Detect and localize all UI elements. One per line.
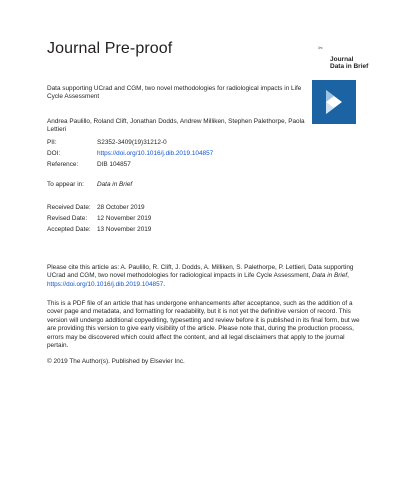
reference-value: DIB 104857 [97,161,131,168]
accepted-row [0,226,414,236]
journal-title: Journal Pre-proof [47,40,173,57]
revised-value: 12 November 2019 [97,215,152,222]
citation-prefix: Please cite this article as: A. Paulillo, R. Clift, J. Dodds, A. Milliken, S. Palethorpe, P. Lettieri, Data supporting UCrad and CGM, two novel methodologies for radiological impacts in Life Cycle Assessment, [47,264,354,280]
citation-paragraph: Please cite this article as: A. Paulillo, R. Clift, J. Dodds, A. Milliken, S. Palethorpe, P. Lettieri, Data supporting UCrad and CGM, two novel methodologies for radiological impacts in Life Cycle Assessment, Data in Brief, https://doi.org/10.1016/j.dib.2019.104857. [47,264,354,288]
pii-value: S2352-3409(19)31212-0 [97,139,167,146]
pii-row [0,139,414,149]
received-row [0,204,414,214]
journal-logo-text [330,56,368,70]
elsevier-mark-icon: ✂ [318,46,324,52]
citation-suffix: . [163,280,165,288]
doi-label: DOI: [47,150,61,157]
revised-row [0,215,414,225]
revised-label: Revised Date: [47,215,88,222]
journal-logo-line1: Journal [330,56,354,63]
accepted-value: 13 November 2019 [97,226,152,233]
pii-label: PII: [47,139,57,146]
received-label: Received Date: [47,204,91,211]
doi-link[interactable]: https://doi.org/10.1016/j.dib.2019.104857 [97,150,214,157]
article-title: Data supporting UCrad and CGM, two novel methodologies for radiological impacts in Life Cycle Assessment [47,85,302,101]
journal-logo-line2: Data in Brief [330,63,369,70]
disclaimer-paragraph: This is a PDF file of an article that has undergone enhancements after acceptance, such as the addition of a cover page and metadata, and formatting for readability, but it is not yet the definitive version of record. This version will undergo additional copyediting, typesetting and review before it is published in its final form, but we are providing this version to give early visibility of the article. Please note that, during the production process, errors may be discovered which could affect the content, and all legal disclaimers that apply to the journal pertain. [47,300,360,350]
received-value: 28 October 2019 [97,204,145,211]
reference-label: Reference: [47,161,79,168]
citation-journal: Data in Brief [311,272,348,280]
citation-doi-link[interactable]: https://doi.org/10.1016/j.dib.2019.104857 [47,280,164,288]
journal-cover-graphic [312,80,356,124]
doi-row [0,150,414,160]
appear-row [0,181,414,191]
article-authors: Andrea Paulillo, Roland Clift, Jonathan Dodds, Andrew Milliken, Stephen Palethorpe, Paola Lettieri [47,118,305,134]
journal-cover-icon [312,80,356,124]
accepted-label: Accepted Date: [47,226,91,233]
reference-row [0,161,414,171]
appear-label: To appear in: [47,181,84,188]
copyright-line: © 2019 The Author(s). Published by Elsevier Inc. [47,358,185,365]
appear-value: Data in Brief [97,181,133,188]
